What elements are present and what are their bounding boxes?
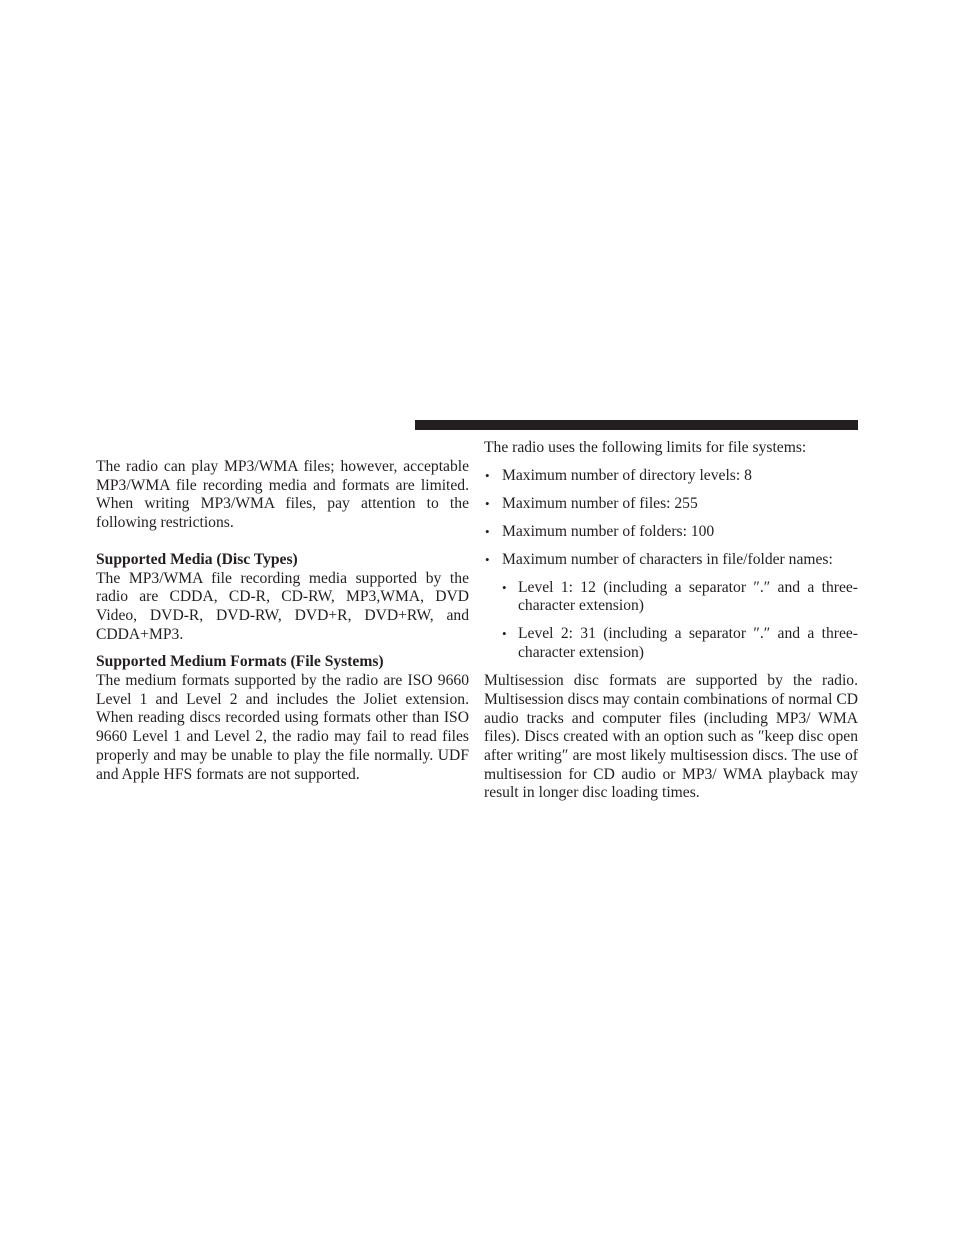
right-column bbox=[484, 439, 858, 803]
intro-paragraph: The radio can play MP3/WMA files; however, acceptable MP3/WMA file recording media and formats are limited. When writing MP3/WMA files, pay attention to the following restrictions. bbox=[96, 458, 469, 532]
supported-formats-heading: Supported Medium Formats (File Systems) bbox=[96, 653, 384, 671]
limits-intro: The radio uses the following limits for file systems: bbox=[484, 439, 807, 456]
sub-list-item bbox=[484, 625, 858, 662]
level1-limit: Level 1: 12 (including a separator ″.″ and a three-character extension) bbox=[518, 578, 858, 615]
list-item bbox=[484, 467, 858, 486]
limit-folders: Maximum number of folders: 100 bbox=[502, 522, 715, 540]
character-limits-sublist bbox=[502, 579, 858, 663]
limit-files: Maximum number of files: 255 bbox=[502, 494, 698, 512]
sub-list-item bbox=[484, 579, 858, 616]
limit-characters: Maximum number of characters in file/folder names: bbox=[502, 550, 833, 568]
limits-list bbox=[484, 467, 858, 663]
limit-directory-levels: Maximum number of directory levels: 8 bbox=[502, 466, 752, 484]
multisession-paragraph: Multisession disc formats are supported by the radio. Multisession discs may contain combinations of normal CD audio tracks and computer files (including MP3/ WMA files). Discs created with an option such as ″keep disc open after writing″ are most likely multisession discs. The use of multisession for CD audio or MP3/ WMA playback may result in longer disc loading times. bbox=[484, 672, 858, 802]
supported-media-paragraph: The MP3/WMA file recording media supported by the radio are CDDA, CD-R, CD-RW, MP3,WMA, DVD Video, DVD-R, DVD-RW, DVD+R, DVD+RW, and CDDA+MP3. bbox=[96, 569, 469, 643]
list-item bbox=[484, 495, 858, 514]
level2-limit: Level 2: 31 (including a separator ″.″ and a three-character extension) bbox=[518, 625, 858, 662]
list-item bbox=[484, 523, 858, 542]
left-column bbox=[96, 458, 469, 784]
supported-formats-paragraph: The medium formats supported by the radio are ISO 9660 Level 1 and Level 2 and includes the Joliet extension. When reading discs recorded using formats other than ISO 9660 Level 1 and Level 2, the radio may fail to read files properly and may be unable to play the file normally. UDF and Apple HFS formats are not supported. bbox=[96, 672, 469, 783]
supported-media-heading: Supported Media (Disc Types) bbox=[96, 550, 298, 568]
section-header-rule bbox=[415, 420, 858, 430]
list-item bbox=[484, 551, 858, 663]
